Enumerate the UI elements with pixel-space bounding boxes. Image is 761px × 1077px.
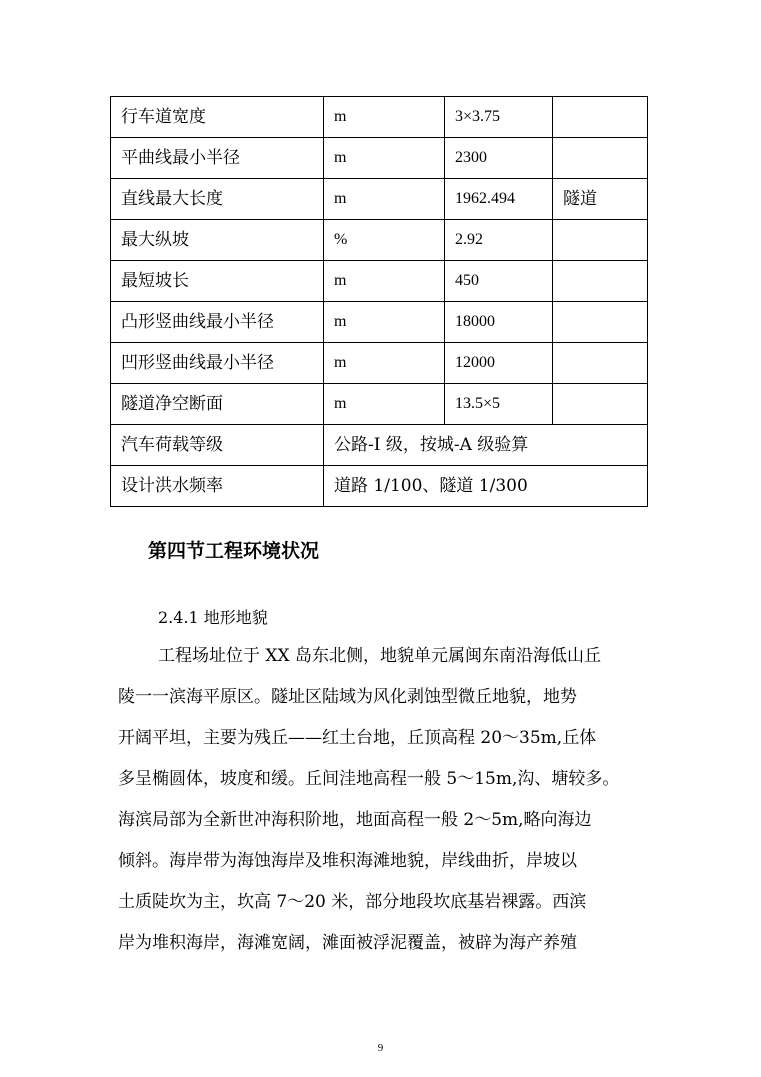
note-cell: [553, 384, 648, 425]
table-row: [111, 138, 648, 179]
value-cell: 3×3.75: [445, 97, 553, 138]
value-cell: 18000: [445, 302, 553, 343]
paragraph-line: 多呈椭圆体，坡度和缓。丘间洼地高程一般 5～15m,沟、塘较多。: [118, 769, 620, 789]
paragraph-line: 海滨局部为全新世冲海积阶地，地面高程一般 2～5m,略向海边: [118, 810, 592, 830]
subsection-heading: 2.4.1 地形地貌: [158, 608, 268, 627]
table-row-merged: [111, 425, 648, 466]
value-cell: 12000: [445, 343, 553, 384]
paragraph-line: 倾斜。海岸带为海蚀海岸及堆积海滩地貌，岸线曲折，岸坡以: [118, 851, 577, 871]
parameter-name-cell: 汽车荷载等级: [111, 425, 324, 466]
unit-cell: m: [324, 343, 445, 384]
parameter-name-cell: 最短坡长: [111, 261, 324, 302]
paragraph-line: 土质陡坎为主，坎高 7～20 米，部分地段坎底基岩裸露。西滨: [118, 892, 587, 912]
table-row: [111, 261, 648, 302]
note-cell: [553, 138, 648, 179]
paragraph-line: 开阔平坦，主要为残丘——红土台地，丘顶高程 20～35m,丘体: [118, 728, 597, 748]
unit-cell: m: [324, 97, 445, 138]
note-cell: [553, 302, 648, 343]
merged-value-cell: 公路-I 级，按城-A 级验算: [324, 425, 648, 466]
parameter-name-cell: 直线最大长度: [111, 179, 324, 220]
design-parameters-table: [110, 96, 648, 507]
value-cell: 2300: [445, 138, 553, 179]
parameter-name-cell: 最大纵坡: [111, 220, 324, 261]
table-row: [111, 302, 648, 343]
value-cell: 450: [445, 261, 553, 302]
table-row-merged: [111, 466, 648, 507]
parameter-name-cell: 凹形竖曲线最小半径: [111, 343, 324, 384]
merged-value-cell: 道路 1/100、隧道 1/300: [324, 466, 648, 507]
parameter-name-cell: 行车道宽度: [111, 97, 324, 138]
paragraph-line: 陵一一滨海平原区。隧址区陆域为风化剥蚀型微丘地貌，地势: [118, 687, 577, 707]
unit-cell: m: [324, 179, 445, 220]
parameter-name-cell: 凸形竖曲线最小半径: [111, 302, 324, 343]
table-row: [111, 220, 648, 261]
note-cell: [553, 343, 648, 384]
table-row: [111, 179, 648, 220]
note-cell: [553, 261, 648, 302]
section-heading: 第四节工程环境状况: [148, 540, 320, 562]
unit-cell: %: [324, 220, 445, 261]
table-row: [111, 97, 648, 138]
unit-cell: m: [324, 302, 445, 343]
table-body: [111, 97, 648, 507]
paragraph-line: 工程场址位于 XX 岛东北侧，地貌单元属闽东南沿海低山丘: [158, 646, 602, 666]
table-row: [111, 384, 648, 425]
note-cell: 隧道: [553, 179, 648, 220]
paragraph-line: 岸为堆积海岸，海滩宽阔，滩面被浮泥覆盖，被辟为海产养殖: [118, 933, 577, 953]
unit-cell: m: [324, 138, 445, 179]
table-row: [111, 343, 648, 384]
parameter-name-cell: 设计洪水频率: [111, 466, 324, 507]
value-cell: 2.92: [445, 220, 553, 261]
note-cell: [553, 97, 648, 138]
parameter-name-cell: 平曲线最小半径: [111, 138, 324, 179]
value-cell: 13.5×5: [445, 384, 553, 425]
unit-cell: m: [324, 261, 445, 302]
value-cell: 1962.494: [445, 179, 553, 220]
parameter-name-cell: 隧道净空断面: [111, 384, 324, 425]
page-number: 9: [377, 1042, 384, 1054]
note-cell: [553, 220, 648, 261]
unit-cell: m: [324, 384, 445, 425]
